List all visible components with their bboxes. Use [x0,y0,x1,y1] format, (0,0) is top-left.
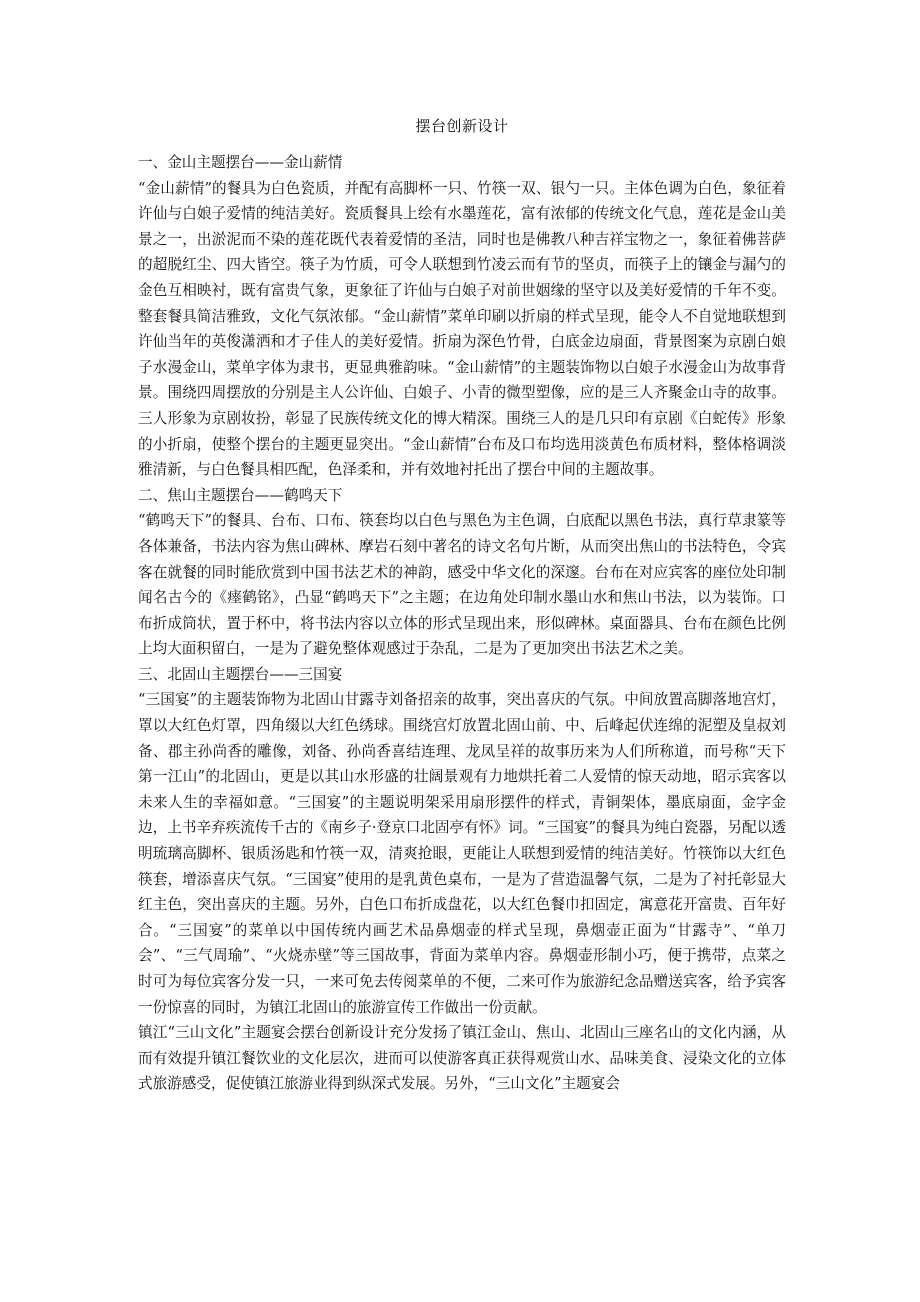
document-title: 摆台创新设计 [415,117,509,135]
section-jiaoshan [138,483,786,662]
document-page [138,112,786,1097]
section-body: “金山薪情”的餐具为白色瓷质，并配有高脚杯一只、竹筷一双、银勺一只。主体色调为白色，象征着许仙与白娘子爱情的纯洁美好。瓷质餐具上绘有水墨莲花，富有浓郁的传统文化气息，莲花是金山美景之一，出淤泥而不染的莲花既代表着爱情的圣洁，同时也是佛教八种吉祥宝物之一，象征着佛菩萨的超脱红尘、四大皆空。筷子为竹质，可令人联想到竹凌云而有节的坚贞，而筷子上的镶金与漏勺的金色互相映衬，既有富贵气象，更象征了许仙与白娘子对前世姻缘的坚守以及美好爱情的千年不变。整套餐具简洁雅致，文化气氛浓郁。“金山薪情”菜单印刷以折扇的样式呈现，能令人不自觉地联想到许仙当年的英俊潇洒和才子佳人的美好爱情。折扇为深色竹骨，白底金边扇面，背景图案为京剧白娘子水漫金山，菜单字体为隶书，更显典雅韵味。“金山薪情”的主题装饰物以白娘子水漫金山为故事背景。围绕四周摆放的分别是主人公许仙、白娘子、小青的微型塑像，应的是三人齐聚金山寺的故事。三人形象为京剧妆扮，彰显了民族传统文化的博大精深。围绕三人的是几只印有京剧《白蛇传》形象的小折扇，使整个摆台的主题更显突出。“金山薪情”台布及口布均选用淡黄色布质材料，整体格调淡雅清新，与白色餐具相匹配，色泽柔和，并有效地衬托出了摆台中间的主题故事。 [138,179,786,479]
conclusion-paragraph: 镇江“三山文化”主题宴会摆台创新设计充分发扬了镇江金山、焦山、北固山三座名山的文化内涵，从而有效提升镇江餐饮业的文化层次，进而可以使游客真正获得观赏山水、品味美食、浸染文化的立体式旅游感受，促使镇江旅游业得到纵深式发展。另外，“三山文化”主题宴会 [138,1024,786,1093]
section-body: “鹤鸣天下”的餐具、台布、口布、筷套均以白色与黑色为主色调，白底配以黑色书法，真行草隶篆等各体兼备，书法内容为焦山碑林、摩岩石刻中著名的诗文名句片断，从而突出焦山的书法特色，令宾客在就餐的同时能欣赏到中国书法艺术的神韵，感受中华文化的深邃。台布在对应宾客的座位处印制闻名古今的《瘗鹤铭》，凸显“鹤鸣天下”之主题；在边角处印制水墨山水和焦山书法，以为装饰。口布折成筒状，置于杯中，将书法内容以立体的形式呈现出来，形似碑林。桌面器具、台布在颜色比例上均大面积留白，一是为了避免整体观感过于杂乱，二是为了更加突出书法艺术之美。 [138,512,786,658]
section-jinshan [138,150,786,483]
section-heading: 一、金山主题摆台——金山薪情 [138,154,343,171]
section-beigushan [138,662,786,1020]
section-body: “三国宴”的主题装饰物为北固山甘露寺刘备招亲的故事，突出喜庆的气氛。中间放置高脚落地宫灯，罩以大红色灯罩，四角缀以大红色绣球。围绕宫灯放置北固山前、中、后峰起伏连绵的泥塑及皇叔刘备、郡主孙尚香的雕像，刘备、孙尚香喜结连理、龙凤呈祥的故事历来为人们所称道，而号称“天下第一江山”的北固山，更是以其山水形盛的壮阔景观有力地烘托着二人爱情的惊天动地，昭示宾客以未来人生的幸福如意。“三国宴”的主题说明架采用扇形摆件的样式，青铜架体，墨底扇面，金字金边，上书辛弃疾流传千古的《南乡子·登京口北固亭有怀》词。“三国宴”的餐具为纯白瓷器，另配以透明琉璃高脚杯、银质汤匙和竹筷一双，清爽抢眼，更能让人联想到爱情的纯洁美好。竹筷饰以大红色筷套，增添喜庆气氛。“三国宴”使用的是乳黄色桌布，一是为了营造温馨气氛，二是为了衬托彰显大红主色，突出喜庆的主题。另外，白色口布折成盘花，以大红色餐巾扣固定，寓意花开富贵、百年好合。“三国宴”的菜单以中国传统内画艺术品鼻烟壶的样式呈现，鼻烟壶正面为“甘露寺”、“单刀会”、“三气周瑜”、“火烧赤壁”等三国故事，背面为菜单内容。鼻烟壶形制小巧，便于携带，点菜之时可为每位宾客分发一只，一来可免去传阅菜单的不便，二来可作为旅游纪念品赠送宾客，给予宾客一份惊喜的同时，为镇江北固山的旅游宣传工作做出一份贡献。 [138,691,786,1016]
section-heading: 二、焦山主题摆台——鹤鸣天下 [138,486,343,504]
section-heading: 三、北固山主题摆台——三国宴 [138,665,343,683]
